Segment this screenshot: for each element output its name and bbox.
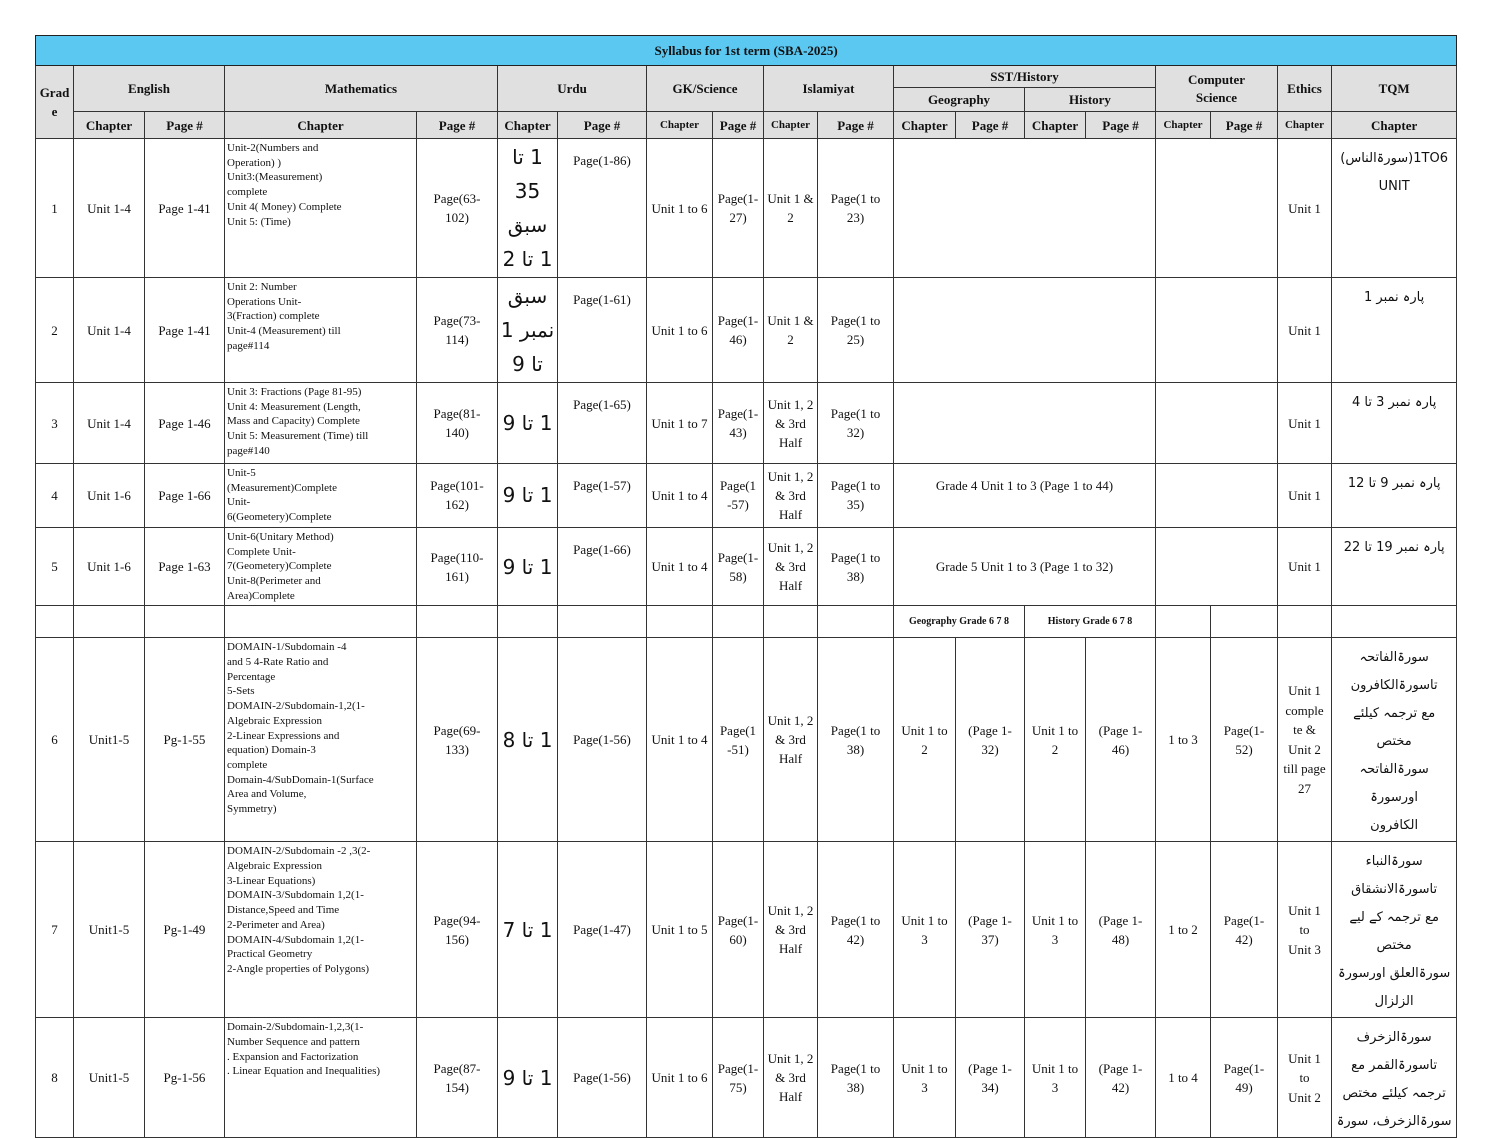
table-cell: (Page 1- 34)	[956, 1018, 1025, 1138]
header-tqm: TQM	[1332, 66, 1457, 112]
header-history: History	[1025, 88, 1156, 112]
table-cell: 1 تا 9	[498, 1018, 558, 1138]
table-cell: Unit 1 to 3	[1025, 1018, 1086, 1138]
table-cell: Unit 1-6	[74, 527, 145, 606]
subheader-chapter: Chapter	[1156, 112, 1211, 139]
table-cell: Unit 1 to 6	[647, 278, 713, 383]
table-cell: Unit 1	[1278, 278, 1332, 383]
subheader-chapter: Chapter	[647, 112, 713, 139]
table-cell: Page(94- 156)	[417, 842, 498, 1018]
table-cell	[1156, 139, 1278, 278]
table-cell: Page 1-63	[145, 527, 225, 606]
table-row	[36, 842, 1457, 1018]
header-urdu: Urdu	[498, 66, 647, 112]
subheader-chapter: Chapter	[894, 112, 956, 139]
table-cell: Domain-2/Subdomain-1,2,3(1- Number Sequence and pattern . Expansion and Factorization . Linear Equation and Inequalities)	[225, 1018, 417, 1138]
table-cell	[74, 606, 145, 638]
table-cell: 1 to 4	[1156, 1018, 1211, 1138]
table-cell	[1156, 527, 1278, 606]
table-cell: Pg-1-49	[145, 842, 225, 1018]
table-cell	[1332, 606, 1457, 638]
subheader-page: Page #	[956, 112, 1025, 139]
table-cell	[498, 606, 558, 638]
table-cell: Page(1-56)	[558, 1018, 647, 1138]
table-cell: Page(1-65)	[558, 383, 647, 464]
table-cell: 8	[36, 1018, 74, 1138]
table-row	[36, 606, 1457, 638]
table-cell: 1 تا 9	[498, 383, 558, 464]
table-cell: Page(1 -51)	[713, 638, 764, 842]
header-sst-history: SST/History	[894, 66, 1156, 88]
table-cell: Unit 1-4	[74, 278, 145, 383]
table-cell: 1	[36, 139, 74, 278]
subheader-page: Page #	[1211, 112, 1278, 139]
table-cell: Unit 1	[1278, 383, 1332, 464]
table-cell	[1156, 464, 1278, 528]
table-cell: Unit 1-4	[74, 383, 145, 464]
table-row	[36, 139, 1457, 278]
table-cell	[558, 606, 647, 638]
table-cell	[225, 606, 417, 638]
table-cell: 1 تا 9	[498, 464, 558, 528]
table-cell: Unit1-5	[74, 638, 145, 842]
table-cell	[36, 606, 74, 638]
table-cell: Unit1-5	[74, 842, 145, 1018]
subheader-page: Page #	[713, 112, 764, 139]
table-cell: 1 to 2	[1156, 842, 1211, 1018]
table-cell: Page(1-66)	[558, 527, 647, 606]
table-cell: پارہ نمبر 9 تا 12	[1332, 464, 1457, 528]
table-cell: Unit 1 to 7	[647, 383, 713, 464]
table-cell: Page(1-61)	[558, 278, 647, 383]
header-english: English	[74, 66, 225, 112]
table-cell: Page(1- 52)	[1211, 638, 1278, 842]
table-row	[36, 638, 1457, 842]
table-cell	[647, 606, 713, 638]
table-cell: Page(1- 58)	[713, 527, 764, 606]
table-cell: Page(87- 154)	[417, 1018, 498, 1138]
table-cell: Unit-6(Unitary Method) Complete Unit- 7(Geometery)Complete Unit-8(Perimeter and Area)Complete	[225, 527, 417, 606]
table-cell	[417, 606, 498, 638]
table-cell: سورۃالزخرف تاسورۃالقمر مع ترجمہ کیلئے مختص سورۃالزخرف، سورۃ	[1332, 1018, 1457, 1138]
table-cell	[894, 278, 1156, 383]
header-ethics: Ethics	[1278, 66, 1332, 112]
table-cell: سورۃالفاتحہ تاسورۃالکافرون مع ترجمہ کیلئے مختص سورۃالفاتحہ اورسورۃ الکافرون	[1332, 638, 1457, 842]
table-cell: Unit 1	[1278, 527, 1332, 606]
table-cell: Unit 1 to 5	[647, 842, 713, 1018]
table-cell: پارہ نمبر 1	[1332, 278, 1457, 383]
header-islamiyat: Islamiyat	[764, 66, 894, 112]
subheader-page: Page #	[417, 112, 498, 139]
table-cell: 1 تا 8	[498, 638, 558, 842]
subheader-chapter: Chapter	[1332, 112, 1457, 139]
table-cell: Unit 1 to 6	[647, 139, 713, 278]
table-cell: Unit 1 to 2	[894, 638, 956, 842]
table-cell: Unit 1 to 3	[1025, 842, 1086, 1018]
table-cell: Page(1 to 25)	[818, 278, 894, 383]
table-cell: Unit 1 to 4	[647, 638, 713, 842]
table-cell: 5	[36, 527, 74, 606]
table-cell: Page(1-86)	[558, 139, 647, 278]
table-cell: Page(1 -57)	[713, 464, 764, 528]
table-row	[36, 383, 1457, 464]
table-cell: Unit 1 to 6	[647, 1018, 713, 1138]
table-cell: Unit 1 to 3	[894, 1018, 956, 1138]
table-cell	[818, 606, 894, 638]
table-cell: Page(1 to 42)	[818, 842, 894, 1018]
subheader-chapter: Chapter	[1278, 112, 1332, 139]
table-cell: Page 1-66	[145, 464, 225, 528]
table-cell	[145, 606, 225, 638]
table-cell	[764, 606, 818, 638]
subheader-page: Page #	[558, 112, 647, 139]
table-cell: (Page 1- 37)	[956, 842, 1025, 1018]
table-cell: Page(1- 75)	[713, 1018, 764, 1138]
table-cell: (Page 1- 48)	[1086, 842, 1156, 1018]
table-cell: Geography Grade 6 7 8	[894, 606, 1025, 638]
table-cell: پارہ نمبر 3 تا 4	[1332, 383, 1457, 464]
table-cell: 1TO6(سورۃالناس) UNIT	[1332, 139, 1457, 278]
table-cell: سبق نمبر 1 تا 9	[498, 278, 558, 383]
table-cell: Page(1-56)	[558, 638, 647, 842]
table-cell: Unit 1-6	[74, 464, 145, 528]
table-cell: 1 تا 9	[498, 527, 558, 606]
subheader-chapter: Chapter	[225, 112, 417, 139]
subheader-page: Page #	[1086, 112, 1156, 139]
table-cell: Page(73- 114)	[417, 278, 498, 383]
table-cell	[1156, 278, 1278, 383]
table-cell: Page(1- 49)	[1211, 1018, 1278, 1138]
table-cell: Unit 1 to 4	[647, 464, 713, 528]
table-cell	[1156, 606, 1211, 638]
table-cell: Grade 5 Unit 1 to 3 (Page 1 to 32)	[894, 527, 1156, 606]
table-cell	[1211, 606, 1278, 638]
table-cell: Unit 1, 2 & 3rd Half	[764, 1018, 818, 1138]
table-title: Syllabus for 1st term (SBA-2025)	[36, 36, 1457, 66]
table-cell	[894, 383, 1156, 464]
table-cell: 4	[36, 464, 74, 528]
table-cell: Page 1-41	[145, 139, 225, 278]
table-body	[36, 139, 1457, 1138]
table-cell	[1156, 383, 1278, 464]
table-cell: Page(1 to 23)	[818, 139, 894, 278]
table-cell: Unit 1 & 2	[764, 278, 818, 383]
header-computer-science: Computer Science	[1156, 66, 1278, 112]
table-cell: سورۃالنباء تاسورۃالانشقاق مع ترجمہ کے لیے مختص سورۃالعلق اورسورۃ الزلزال	[1332, 842, 1457, 1018]
syllabus-table	[35, 35, 1457, 1138]
header-grade: Grad e	[36, 66, 74, 139]
table-cell: Page 1-46	[145, 383, 225, 464]
subheader-page: Page #	[145, 112, 225, 139]
table-cell: Unit 1 to 3	[894, 842, 956, 1018]
header-gk-science: GK/Science	[647, 66, 764, 112]
table-cell: Unit 1 comple te & Unit 2 till page 27	[1278, 638, 1332, 842]
table-cell: 3	[36, 383, 74, 464]
table-row	[36, 527, 1457, 606]
table-row	[36, 464, 1457, 528]
subheader-chapter: Chapter	[764, 112, 818, 139]
table-row	[36, 1018, 1457, 1138]
header-mathematics: Mathematics	[225, 66, 498, 112]
table-cell: 6	[36, 638, 74, 842]
table-cell: Page(1- 43)	[713, 383, 764, 464]
subheader-chapter: Chapter	[498, 112, 558, 139]
table-cell: Unit 1 to 2	[1025, 638, 1086, 842]
table-cell: Unit 1	[1278, 139, 1332, 278]
table-cell: Unit 2: Number Operations Unit- 3(Fraction) complete Unit-4 (Measurement) till page#114	[225, 278, 417, 383]
table-cell: Unit 1, 2 & 3rd Half	[764, 638, 818, 842]
table-cell: Unit 1 to Unit 2	[1278, 1018, 1332, 1138]
table-cell: Page(1- 60)	[713, 842, 764, 1018]
table-cell: (Page 1- 42)	[1086, 1018, 1156, 1138]
table-row	[36, 278, 1457, 383]
table-cell: Unit-2(Numbers and Operation) ) Unit3:(Measurement) complete Unit 4( Money) Complete Unit 5: (Time)	[225, 139, 417, 278]
table-cell: 1 to 3	[1156, 638, 1211, 842]
subheader-page: Page #	[818, 112, 894, 139]
table-cell: History Grade 6 7 8	[1025, 606, 1156, 638]
table-cell: Page(63- 102)	[417, 139, 498, 278]
table-cell: Unit 1, 2 & 3rd Half	[764, 527, 818, 606]
table-cell: Unit 1 to 4	[647, 527, 713, 606]
table-cell: Unit 1-4	[74, 139, 145, 278]
table-cell: Page(1 to 35)	[818, 464, 894, 528]
table-cell: Pg-1-56	[145, 1018, 225, 1138]
table-cell: Unit 1 to Unit 3	[1278, 842, 1332, 1018]
header-geography: Geography	[894, 88, 1025, 112]
table-cell: Pg-1-55	[145, 638, 225, 842]
table-cell: Unit1-5	[74, 1018, 145, 1138]
table-cell	[713, 606, 764, 638]
table-cell: 7	[36, 842, 74, 1018]
table-cell: (Page 1- 32)	[956, 638, 1025, 842]
table-cell: Unit 3: Fractions (Page 81-95) Unit 4: Measurement (Length, Mass and Capacity) Complete Unit 5: Measurement (Time) till page#140	[225, 383, 417, 464]
table-cell: Page 1-41	[145, 278, 225, 383]
table-cell: Page(1-47)	[558, 842, 647, 1018]
table-cell: 1 تا 7	[498, 842, 558, 1018]
table-cell: 2	[36, 278, 74, 383]
table-cell: Page(101- 162)	[417, 464, 498, 528]
table-cell: Unit 1	[1278, 464, 1332, 528]
table-cell	[894, 139, 1156, 278]
table-cell: Page(1-57)	[558, 464, 647, 528]
table-cell: Unit 1, 2 & 3rd Half	[764, 383, 818, 464]
table-cell: DOMAIN-1/Subdomain -4 and 5 4-Rate Ratio and Percentage 5-Sets DOMAIN-2/Subdomain-1,2(1- Algebraic Expression 2-Linear Expressions and equation) Domain-3 complete Domain-4/SubDomain-1(Surface Area and Volume, Symmetry)	[225, 638, 417, 842]
table-cell: Page(1- 42)	[1211, 842, 1278, 1018]
table-cell: پارہ نمبر 19 تا 22	[1332, 527, 1457, 606]
table-cell: Page(1 to 38)	[818, 638, 894, 842]
table-cell: Page(1 to 38)	[818, 527, 894, 606]
table-cell: DOMAIN-2/Subdomain -2 ,3(2- Algebraic Expression 3-Linear Equations) DOMAIN-3/Subdomain 1,2(1- Distance,Speed and Time 2-Perimeter and Area) DOMAIN-4/Subdomain 1,2(1- Practical Geometry 2-Angle properties of Polygons)	[225, 842, 417, 1018]
table-cell: (Page 1- 46)	[1086, 638, 1156, 842]
table-cell: 1 تا 35 سبق 1 تا 2	[498, 139, 558, 278]
table-cell: Page(1 to 38)	[818, 1018, 894, 1138]
table-cell: Page(1 to 32)	[818, 383, 894, 464]
subheader-chapter: Chapter	[1025, 112, 1086, 139]
table-cell: Grade 4 Unit 1 to 3 (Page 1 to 44)	[894, 464, 1156, 528]
table-cell: Page(81- 140)	[417, 383, 498, 464]
table-cell: Page(1- 46)	[713, 278, 764, 383]
table-cell: Unit 1, 2 & 3rd Half	[764, 842, 818, 1018]
table-cell: Unit 1 & 2	[764, 139, 818, 278]
table-cell: Unit-5 (Measurement)Complete Unit- 6(Geometery)Complete	[225, 464, 417, 528]
table-cell: Page(110- 161)	[417, 527, 498, 606]
table-cell: Unit 1, 2 & 3rd Half	[764, 464, 818, 528]
table-cell	[1278, 606, 1332, 638]
table-cell: Page(69- 133)	[417, 638, 498, 842]
table-cell: Page(1- 27)	[713, 139, 764, 278]
subheader-chapter: Chapter	[74, 112, 145, 139]
